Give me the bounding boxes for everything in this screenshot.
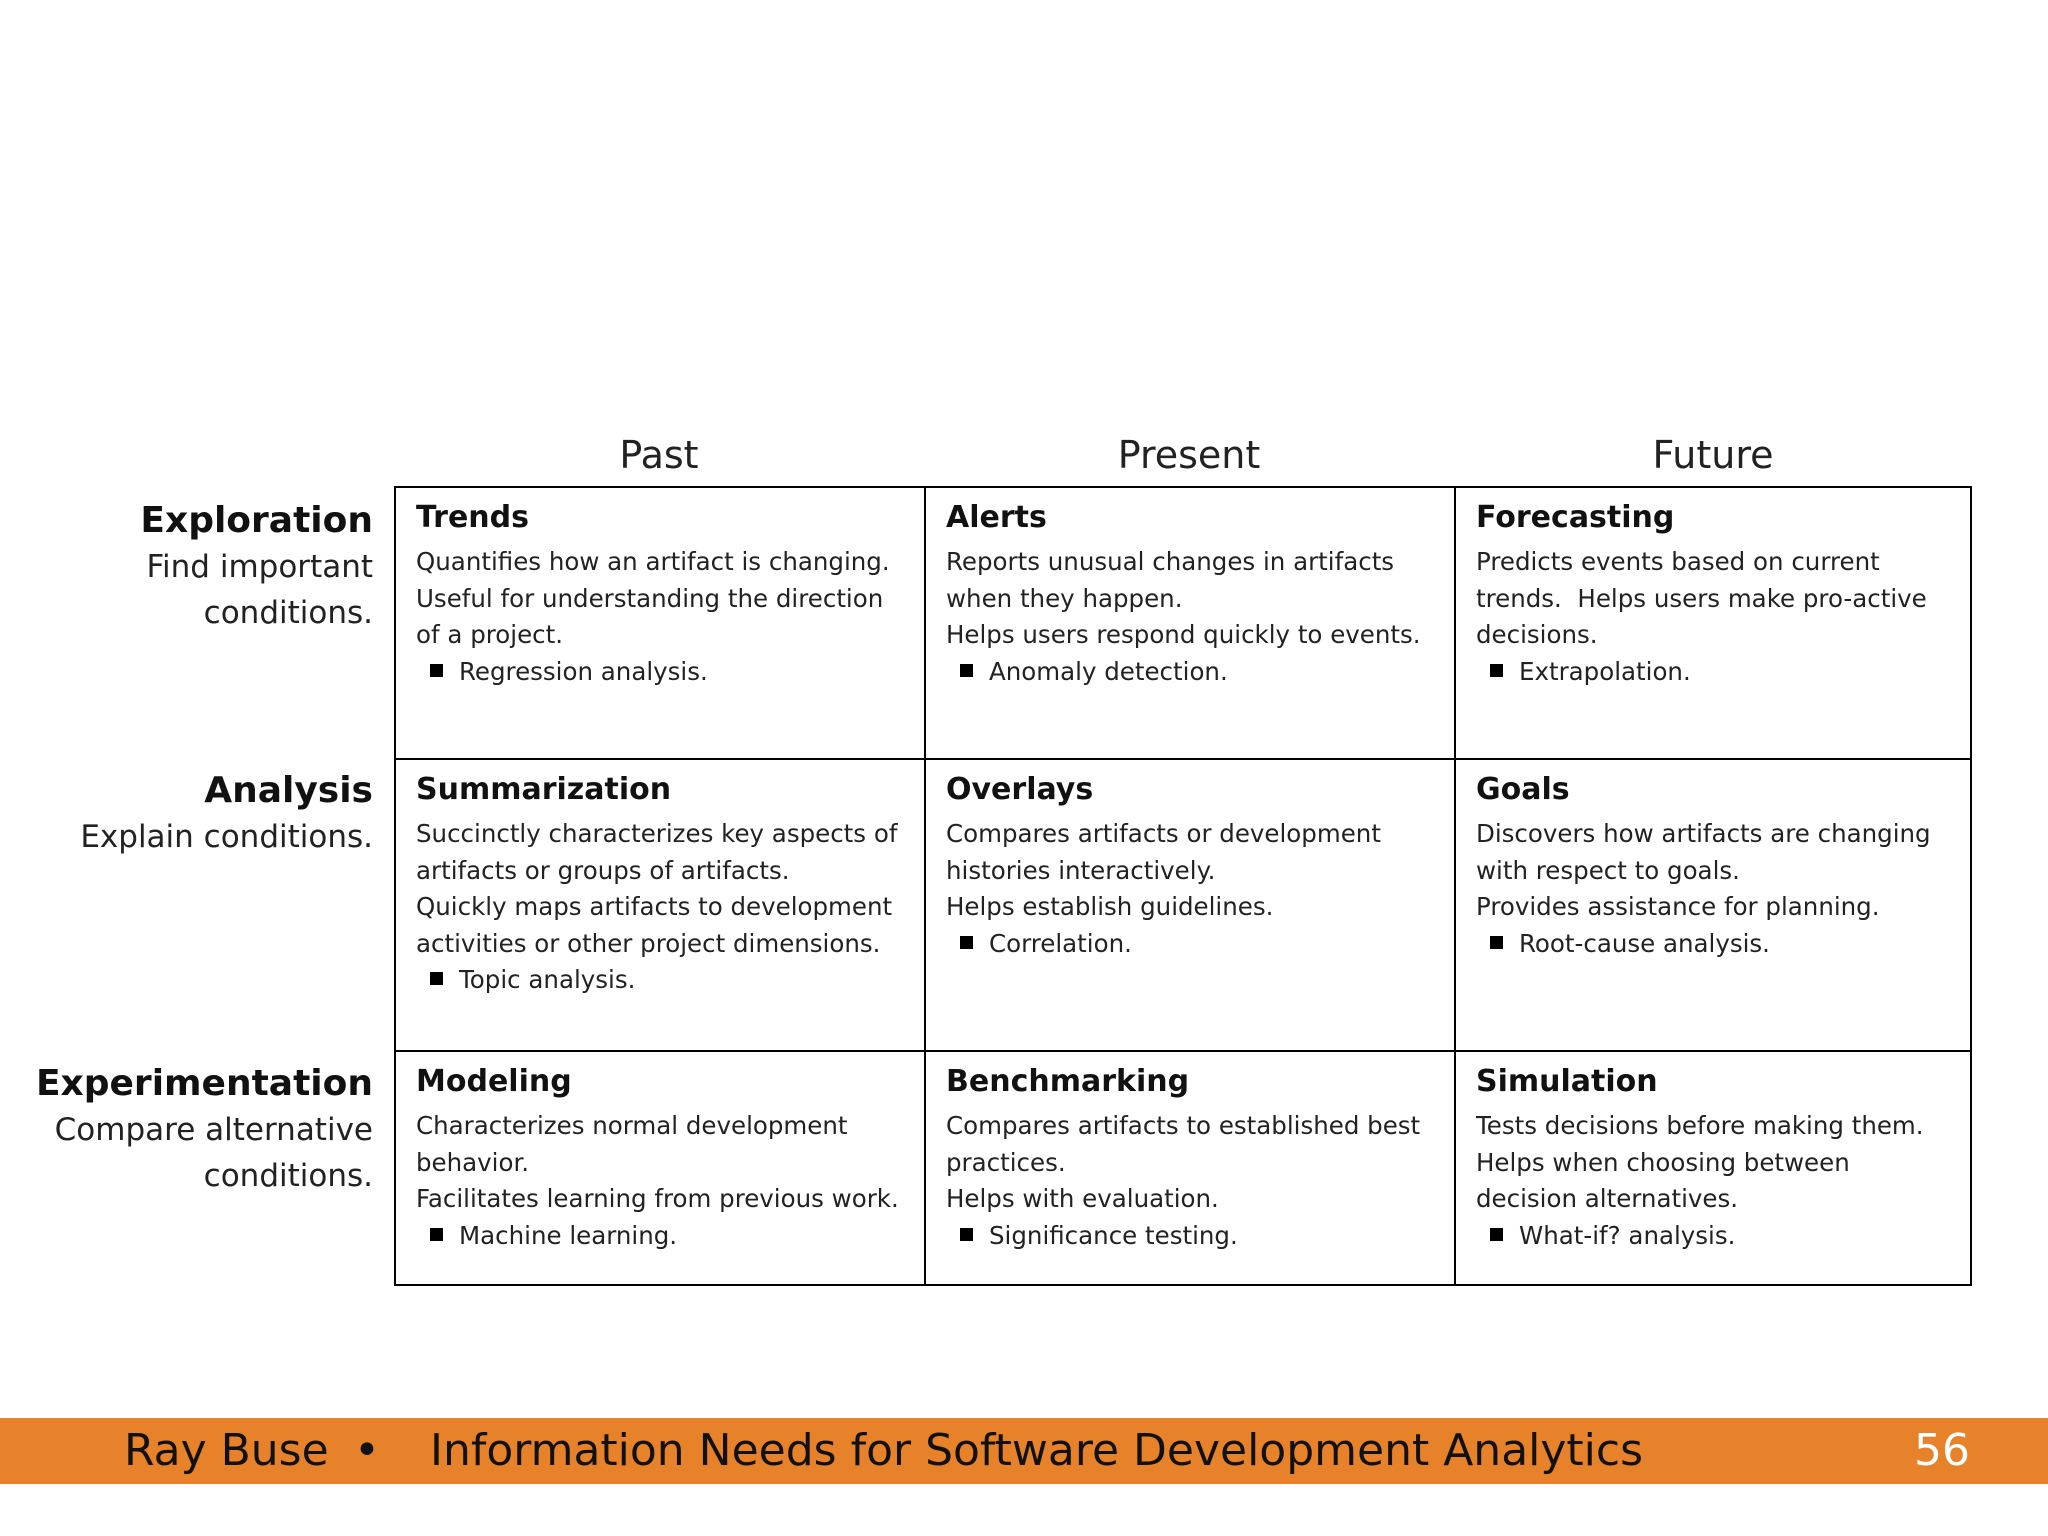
cell-text: Helps with evaluation. — [946, 1184, 1219, 1213]
cell-text: Predicts events based on current — [1476, 547, 1880, 576]
cell-text: Helps establish guidelines. — [946, 892, 1274, 921]
square-bullet-icon — [1490, 936, 1503, 949]
analytics-grid — [394, 486, 1972, 1286]
bullet-text: Extrapolation. — [1519, 656, 1691, 686]
cell-text: Compares artifacts to established best — [946, 1111, 1421, 1140]
cell-modeling — [396, 1052, 926, 1284]
row-subtitle: Compare alternative — [54, 1112, 373, 1148]
cell-text: Compares artifacts or development — [946, 819, 1381, 848]
footer-author: Ray Buse — [124, 1425, 329, 1476]
cell-text: decision alternatives. — [1476, 1184, 1738, 1213]
cell-text: of a project. — [416, 620, 564, 649]
cell-text: Reports unusual changes in artifacts — [946, 547, 1395, 576]
cell-text: with respect to goals. — [1476, 855, 1740, 885]
bullet-text: Root-cause analysis. — [1519, 928, 1770, 958]
cell-text: practices. — [946, 1147, 1066, 1177]
cell-forecasting — [1456, 488, 1970, 760]
square-bullet-icon — [430, 664, 443, 677]
cell-text: Quantifies how an artifact is changing. — [416, 547, 890, 576]
cell-text: Useful for understanding the direction — [416, 583, 884, 613]
bullet-text: Significance testing. — [989, 1220, 1238, 1250]
cell-trends — [396, 488, 926, 760]
row-title: Analysis — [204, 770, 373, 811]
cell-summarization — [396, 760, 926, 1052]
cell-text: decisions. — [1476, 620, 1598, 649]
footer-presentation-title: Information Needs for Software Development Analytics — [430, 1425, 1644, 1476]
cell-goals — [1456, 760, 1970, 1052]
bullet-text: Topic analysis. — [459, 965, 636, 994]
bullet-text: Correlation. — [989, 928, 1132, 958]
cell-text: trends. Helps users make pro-active — [1476, 583, 1927, 613]
slide-number: 56 — [1914, 1425, 1970, 1476]
cell-text: histories interactively. — [946, 855, 1216, 885]
cell-text: Helps users respond quickly to events. — [946, 620, 1421, 649]
square-bullet-icon — [1490, 1228, 1503, 1241]
cell-title: Modeling — [416, 1064, 572, 1099]
row-subtitle: Explain conditions. — [80, 819, 373, 855]
cell-text: Tests decisions before making them. — [1476, 1111, 1924, 1140]
cell-text: behavior. — [416, 1147, 530, 1177]
square-bullet-icon — [430, 972, 443, 985]
bullet-text: What-if? analysis. — [1519, 1220, 1736, 1250]
cell-bullet — [416, 962, 906, 999]
bullet-text: Regression analysis. — [459, 656, 708, 686]
row-subtitle: Find important — [146, 549, 373, 585]
square-bullet-icon — [1490, 664, 1503, 677]
cell-title: Alerts — [946, 500, 1047, 535]
square-bullet-icon — [960, 664, 973, 677]
column-header-present: Present — [1117, 433, 1261, 477]
cell-text: activities or other project dimensions. — [416, 928, 881, 958]
footer-separator: • — [354, 1425, 380, 1476]
cell-text: Helps when choosing between — [1476, 1147, 1850, 1177]
cell-simulation — [1456, 1052, 1970, 1284]
row-label-experimentation — [36, 1061, 373, 1199]
cell-bullet — [946, 654, 1436, 691]
cell-title: Summarization — [416, 772, 672, 807]
row-title: Experimentation — [35, 1063, 373, 1104]
cell-text: artifacts or groups of artifacts. — [416, 855, 790, 885]
square-bullet-icon — [960, 936, 973, 949]
cell-text: Provides assistance for planning. — [1476, 892, 1880, 921]
square-bullet-icon — [430, 1228, 443, 1241]
cell-bullet — [416, 654, 906, 691]
bullet-text: Anomaly detection. — [989, 656, 1228, 686]
cell-title: Overlays — [946, 772, 1094, 807]
cell-title: Goals — [1476, 772, 1570, 807]
row-subtitle: conditions. — [203, 595, 373, 631]
cell-bullet — [416, 1218, 906, 1255]
cell-title: Trends — [416, 500, 529, 535]
row-label-exploration — [140, 498, 373, 636]
cell-bullet — [946, 926, 1436, 963]
cell-title: Simulation — [1476, 1064, 1658, 1099]
cell-text: Characterizes normal development — [416, 1111, 848, 1140]
cell-bullet — [1476, 1218, 1952, 1255]
cell-text: Facilitates learning from previous work. — [416, 1184, 899, 1213]
footer-bar — [0, 1418, 2048, 1484]
cell-overlays — [926, 760, 1456, 1052]
cell-text: Discovers how artifacts are changing — [1476, 819, 1931, 848]
cell-bullet — [946, 1218, 1436, 1255]
cell-text: when they happen. — [946, 583, 1183, 613]
cell-text: Succinctly characterizes key aspects of — [416, 819, 898, 848]
cell-bullet — [1476, 654, 1952, 691]
cell-title: Forecasting — [1476, 500, 1675, 535]
cell-title: Benchmarking — [946, 1064, 1190, 1099]
bullet-text: Machine learning. — [459, 1220, 678, 1250]
cell-text: Quickly maps artifacts to development — [416, 892, 893, 921]
column-header-past: Past — [619, 433, 699, 477]
row-title: Exploration — [140, 500, 373, 541]
square-bullet-icon — [960, 1228, 973, 1241]
row-label-analysis — [80, 768, 373, 860]
row-subtitle: conditions. — [203, 1158, 373, 1194]
cell-benchmarking — [926, 1052, 1456, 1284]
cell-bullet — [1476, 926, 1952, 963]
column-header-future: Future — [1652, 433, 1774, 477]
cell-alerts — [926, 488, 1456, 760]
